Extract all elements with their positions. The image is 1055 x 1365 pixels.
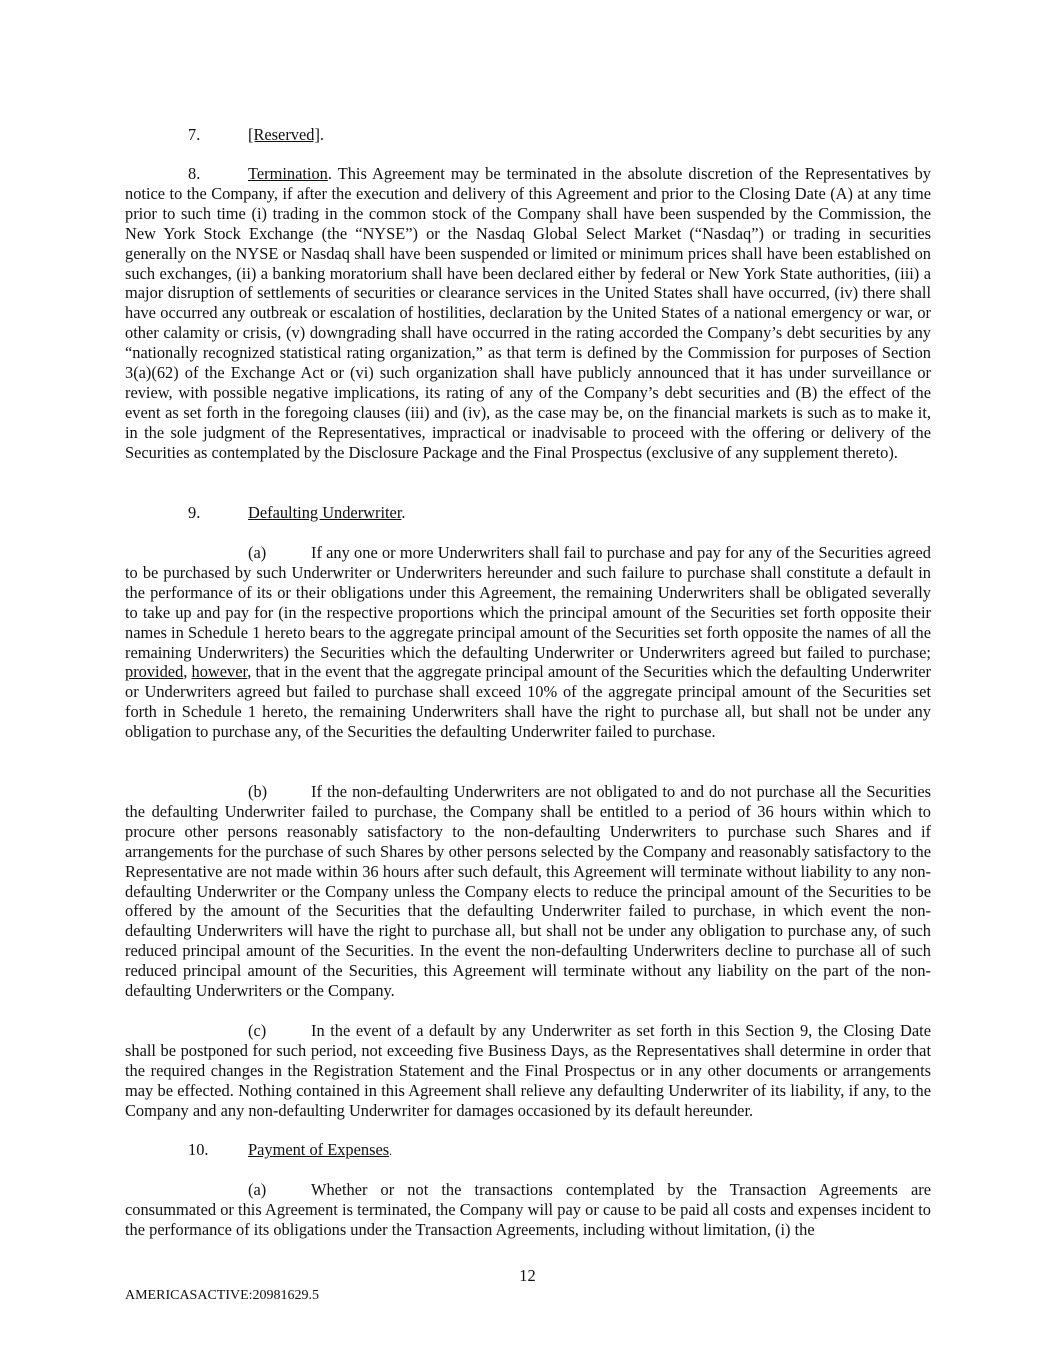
document-footer-id: AMERICASACTIVE:20981629.5 bbox=[125, 1288, 320, 1303]
section-title: Termination bbox=[248, 164, 328, 183]
section-title: [Reserved] bbox=[248, 125, 320, 144]
section-9c: (c) In the event of a default by any Underwriter as set forth in this Section 9, the Closing Date shall be postponed for such period, not exceeding five Business Days, as the Representatives shall determine in order that the required changes in the Registration Statement and the Final Prospectus or in any other documents or arrangements may be effected. Nothing contained in this Agreement shall relieve any defaulting Underwriter of its liability, if any, to the Company and any non-defaulting Underwriter for damages occasioned by its default hereunder. bbox=[125, 1021, 931, 1120]
section-8-termination: 8. Termination. This Agreement may be terminated in the absolute discretion of the Representatives by notice to the Company, if after the execution and delivery of this Agreement and prior to the Closing Date (A) at any time prior to such time (i) trading in the common stock of the Company shall have been suspended by the Commission, the New York Stock Exchange (the “NYSE”) or the Nasdaq Global Select Market (“Nasdaq”) or trading in securities generally on the NYSE or Nasdaq shall have been suspended or limited or minimum prices shall have been established on such exchanges, (ii) a banking moratorium shall have been declared either by federal or New York State authorities, (iii) a major disruption of settlements of securities or clearance services in the United States shall have occurred, (iv) there shall have occurred any outbreak or escalation of hostilities, declaration by the United States of a national emergency or war, or other calamity or crisis, (v) downgrading shall have occurred in the rating accorded the Company’s debt securities by any “nationally recognized statistical rating organization,” as that term is defined by the Commission for purposes of Section 3(a)(62) of the Exchange Act or (vi) such organization shall have publicly announced that it has under surveillance or review, with possible negative implications, its rating of any of the Company’s debt securities and (B) the effect of the event as set forth in the foregoing clauses (iii) and (iv), as the case may be, on the financial markets is such as to make it, in the sole judgment of the Representatives, impractical or inadvisable to proceed with the offering or delivery of the Securities as contemplated by the Disclosure Package and the Final Prospectus (exclusive of any supplement thereto). bbox=[125, 164, 931, 462]
section-10-heading: 10. Payment of Expenses. bbox=[188, 1140, 392, 1159]
section-title: Defaulting Underwriter bbox=[248, 503, 402, 522]
section-title: Payment of Expenses bbox=[248, 1140, 390, 1159]
section-9b: (b) If the non-defaulting Underwriters are not obligated to and do not purchase all the Securities the defaulting Underwriter failed to purchase, the Company shall be entitled to a period of 36 hours within which to procure other persons reasonably satisfactory to the non-defaulting Underwriters to purchase such Shares and if arrangements for the purchase of such Shares by other persons selected by the Company and reasonably satisfactory to the Representative are not made within 36 hours after such default, this Agreement will terminate without liability to any non-defaulting Underwriter or the Company unless the Company elects to reduce the principal amount of the Securities to be offered by the amount of the Securities that the defaulting Underwriter failed to purchase, in which event the non-defaulting Underwriters will have the right to purchase all, but shall not be under any obligation to purchase any, of such reduced principal amount of the Securities. In the event the non-defaulting Underwriters decline to purchase all of such reduced principal amount of the Securities, this Agreement will terminate without any liability on the part of the non-defaulting Underwriters or the Company. bbox=[125, 782, 931, 1001]
section-7-heading: 7. [Reserved]. bbox=[188, 125, 325, 144]
section-9-heading: 9. Defaulting Underwriter. bbox=[188, 503, 406, 522]
page-number: 12 bbox=[519, 1266, 536, 1285]
section-9a: (a) If any one or more Underwriters shall fail to purchase and pay for any of the Securities agreed to be purchased by such Underwriter or Underwriters hereunder and such failure to purchase shall constitute a default in the performance of its or their obligations under this Agreement, the remaining Underwriters shall be obligated severally to take up and pay for (in the respective proportions which the principal amount of the Securities set forth opposite their names in Schedule 1 hereto bears to the aggregate principal amount of the Securities set forth opposite the names of all the remaining Underwriters) the Securities which the defaulting Underwriter or Underwriters agreed but failed to purchase; provided, however, that in the event that the aggregate principal amount of the Securities which the defaulting Underwriter or Underwriters agreed but failed to purchase shall exceed 10% of the aggregate principal amount of the Securities set forth in Schedule 1 hereto, the remaining Underwriters shall have the right to purchase all, but shall not be under any obligation to purchase any, of the Securities the defaulting Underwriter failed to purchase. bbox=[125, 543, 931, 742]
section-10a: (a) Whether or not the transactions contemplated by the Transaction Agreements are consummated or this Agreement is terminated, the Company will pay or cause to be paid all costs and expenses incident to the performance of its obligations under the Transaction Agreements, including without limitation, (i) the bbox=[125, 1180, 931, 1239]
paragraph-text: . This Agreement may be terminated in the absolute discretion of the Representatives by notice to the Company, if after the execution and delivery of this Agreement and prior to the Closing Date (A) at any time prior to such time (i) trading in the common stock of the Company shall have been suspended by the Commission, the New York Stock Exchange (the “NYSE”) or the Nasdaq Global Select Market (“Nasdaq”) or trading in securities generally on the NYSE or Nasdaq shall have been suspended or limited or minimum prices shall have been established on such exchanges, (ii) a banking moratorium shall have been declared either by federal or New York State authorities, (iii) a major disruption of settlements of securities or clearance services in the United States shall have occurred, (iv) there shall have occurred any outbreak or escalation of hostilities, declaration by the United States of a national emergency or war, or other calamity or crisis, (v) downgrading shall have occurred in the rating accorded the Company’s debt securities by any “nationally recognized statistical rating organization,” as that term is defined by the Commission for purposes of Section 3(a)(62) of the Exchange Act or (vi) such organization shall have publicly announced that it has under surveillance or review, with possible negative implications, its rating of any of the Company’s debt securities and (B) the effect of the event as set forth in the foregoing clauses (iii) and (iv), as the case may be, on the financial markets is such as to make it, in the sole judgment of the Representatives, impractical or inadvisable to proceed with the offering or delivery of the Securities as contemplated by the Disclosure Package and the Final Prospectus (exclusive of any supplement thereto). bbox=[125, 164, 931, 462]
